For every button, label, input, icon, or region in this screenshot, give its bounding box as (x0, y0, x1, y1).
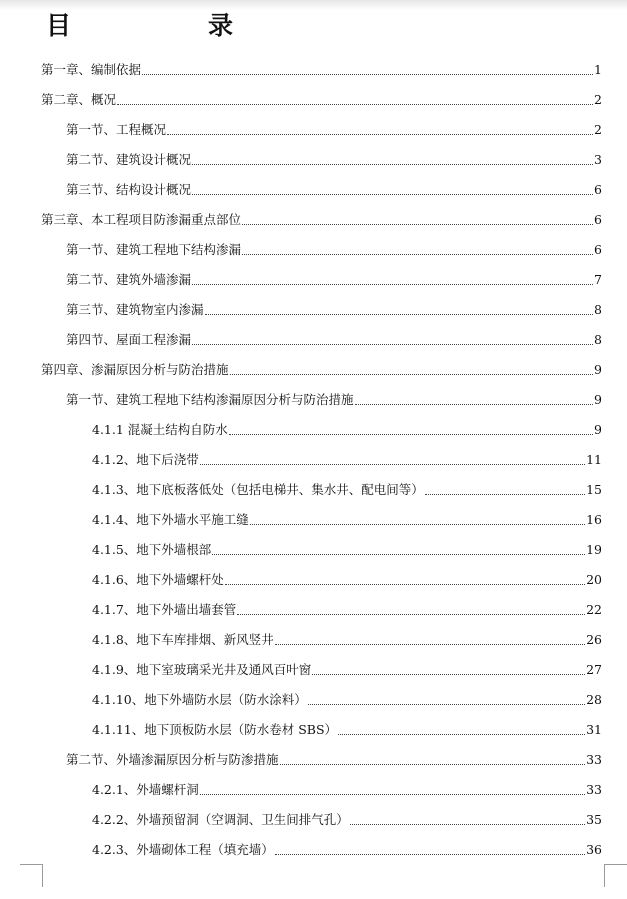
toc-dot-leader (355, 404, 594, 405)
toc-dot-leader (350, 824, 585, 825)
toc-entry-label: 第四章、渗漏原因分析与防治措施 (41, 362, 229, 377)
toc-dot-leader (242, 254, 593, 255)
crop-mark-left (20, 864, 43, 887)
toc-dot-leader (225, 584, 585, 585)
toc-page-number: 33 (586, 782, 602, 797)
toc-entry[interactable] (66, 147, 602, 169)
toc-dot-leader (230, 374, 594, 375)
toc-entry-label: 第二章、概况 (41, 92, 117, 107)
toc-entry-label: 第三节、建筑物室内渗漏 (66, 302, 204, 317)
toc-entry[interactable] (92, 417, 602, 439)
toc-page-number: 33 (586, 752, 602, 767)
toc-entry-label: 第二节、外墙渗漏原因分析与防渗措施 (66, 752, 279, 767)
toc-dot-leader (275, 854, 585, 855)
toc-entry-label: 4.1.5、地下外墙根部 (92, 542, 212, 557)
toc-entry-label: 第三章、本工程项目防渗漏重点部位 (41, 212, 242, 227)
toc-page-number: 2 (594, 122, 602, 137)
toc-entry-label: 第一节、工程概况 (66, 122, 167, 137)
toc-page-number: 20 (586, 572, 602, 587)
toc-dot-leader (338, 734, 585, 735)
toc-entry[interactable] (41, 57, 602, 79)
toc-entry[interactable] (66, 177, 602, 199)
toc-dot-leader (117, 104, 593, 105)
toc-entry[interactable] (66, 297, 602, 319)
toc-page-number: 7 (594, 272, 602, 287)
toc-entry[interactable] (92, 687, 602, 709)
toc-entry[interactable] (92, 477, 602, 499)
toc-entry[interactable] (66, 747, 602, 769)
toc-page-number: 26 (586, 632, 602, 647)
toc-page-number: 28 (586, 692, 602, 707)
toc-entry-label: 4.1.3、地下底板落低处（包括电梯井、集水井、配电间等） (92, 482, 424, 497)
toc-entry[interactable] (66, 267, 602, 289)
toc-entry-label: 4.1.4、地下外墙水平施工缝 (92, 512, 249, 527)
toc-entry-label: 4.1.7、地下外墙出墙套管 (92, 602, 237, 617)
toc-page-number: 11 (586, 452, 602, 467)
toc-entry-label: 4.2.1、外墙螺杆洞 (92, 782, 199, 797)
toc-entry-label: 第一节、建筑工程地下结构渗漏原因分析与防治措施 (66, 392, 354, 407)
toc-dot-leader (250, 524, 585, 525)
toc-entry[interactable] (66, 117, 602, 139)
toc-entry[interactable] (92, 507, 602, 529)
toc-title: 目 录 (46, 11, 290, 40)
toc-entry-label: 4.1.6、地下外墙螺杆处 (92, 572, 224, 587)
toc-page-number: 27 (586, 662, 602, 677)
toc-entry-label: 4.1.2、地下后浇带 (92, 452, 199, 467)
toc-page-number: 19 (586, 542, 602, 557)
toc-entry-label: 4.1.11、地下顶板防水层（防水卷材 SBS） (92, 722, 338, 737)
toc-page-number: 9 (594, 362, 602, 377)
toc-page-number: 6 (594, 182, 602, 197)
toc-entry[interactable] (41, 357, 602, 379)
toc-page-number: 31 (586, 722, 602, 737)
toc-dot-leader (192, 344, 593, 345)
toc-entry-label: 4.1.1 混凝土结构自防水 (92, 422, 228, 437)
toc-dot-leader (275, 644, 585, 645)
toc-entry-label: 第二节、建筑外墙渗漏 (66, 272, 192, 287)
toc-page-number: 9 (594, 392, 602, 407)
toc-page-number: 16 (586, 512, 602, 527)
toc-entry[interactable] (92, 447, 602, 469)
toc-dot-leader (212, 554, 585, 555)
toc-dot-leader (192, 164, 593, 165)
toc-dot-leader (229, 434, 593, 435)
toc-dot-leader (280, 764, 586, 765)
toc-dot-leader (192, 194, 593, 195)
toc-entry[interactable] (41, 207, 602, 229)
toc-entry[interactable] (92, 837, 602, 859)
toc-entry[interactable] (92, 657, 602, 679)
toc-dot-leader (425, 494, 585, 495)
toc-page-number: 22 (586, 602, 602, 617)
toc-entry[interactable] (66, 387, 602, 409)
toc-page-number: 3 (594, 152, 602, 167)
toc-entry[interactable] (66, 237, 602, 259)
toc-entry[interactable] (41, 87, 602, 109)
toc-entry-label: 第四节、屋面工程渗漏 (66, 332, 192, 347)
toc-dot-leader (167, 134, 593, 135)
toc-dot-leader (192, 284, 593, 285)
toc-dot-leader (205, 314, 594, 315)
toc-entry-label: 第一节、建筑工程地下结构渗漏 (66, 242, 242, 257)
toc-dot-leader (308, 704, 585, 705)
toc-entry-label: 第二节、建筑设计概况 (66, 152, 192, 167)
toc-dot-leader (142, 74, 593, 75)
toc-page-number: 8 (594, 332, 602, 347)
crop-mark-right (604, 864, 627, 887)
toc-entry-label: 第一章、编制依据 (41, 62, 142, 77)
toc-page-number: 8 (594, 302, 602, 317)
toc-dot-leader (242, 224, 593, 225)
toc-entry-label: 第三节、结构设计概况 (66, 182, 192, 197)
toc-dot-leader (237, 614, 585, 615)
toc-page-number: 2 (594, 92, 602, 107)
toc-entry-label: 4.2.3、外墙砌体工程（填充墙） (92, 842, 274, 857)
toc-entry[interactable] (92, 777, 602, 799)
toc-entry[interactable] (92, 807, 602, 829)
toc-entry[interactable] (92, 537, 602, 559)
toc-entry-label: 4.1.10、地下外墙防水层（防水涂料） (92, 692, 307, 707)
toc-dot-leader (200, 464, 585, 465)
toc-page-number: 9 (594, 422, 602, 437)
toc-entry-label: 4.2.2、外墙预留洞（空调洞、卫生间排气孔） (92, 812, 349, 827)
toc-page-number: 35 (586, 812, 602, 827)
toc-dot-leader (312, 674, 585, 675)
toc-page-number: 15 (586, 482, 602, 497)
toc-page-number: 6 (594, 212, 602, 227)
toc-dot-leader (200, 794, 585, 795)
toc-entry-label: 4.1.8、地下车库排烟、新风竖井 (92, 632, 274, 647)
toc-entry[interactable] (66, 327, 602, 349)
toc-page-number: 36 (586, 842, 602, 857)
toc-entry[interactable] (92, 597, 602, 619)
toc-entry[interactable] (92, 627, 602, 649)
toc-entry[interactable] (92, 567, 602, 589)
toc-entry[interactable] (92, 717, 602, 739)
toc-entry-label: 4.1.9、地下室玻璃采光井及通风百叶窗 (92, 662, 312, 677)
toc-page-number: 6 (594, 242, 602, 257)
toc-page-number: 1 (594, 62, 602, 77)
